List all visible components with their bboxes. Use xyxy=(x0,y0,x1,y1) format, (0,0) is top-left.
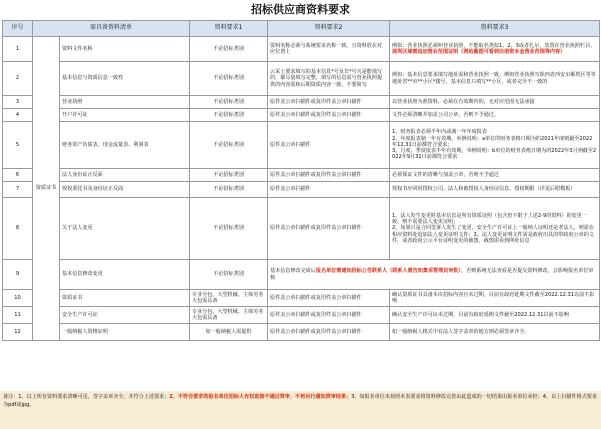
table-row xyxy=(3,169,600,182)
row-req1: 不论招标类别 xyxy=(190,169,268,182)
row-no: 11 xyxy=(3,307,33,324)
req2-text: 基本信息修改完成后 xyxy=(270,268,316,275)
row-req2: 原件盖公章扫描件或复印件盖公章扫描件 xyxy=(268,290,390,307)
row-name: 基本信息修改变更 xyxy=(60,260,190,290)
row-req3 xyxy=(390,37,600,62)
row-req3: 以营业执照为准资料，必须在有效期内的，无对应范围无法承接 xyxy=(390,96,600,109)
table-row xyxy=(3,324,600,341)
req3-highlight: 深圳区域需追加营业范围证明（网站截图可看到注册资本金营业范围等内容） xyxy=(392,49,566,55)
row-name: 安全生产许可证 xyxy=(60,307,190,324)
row-req1: 专业分包、大型机械、主体劳务大包需具备 xyxy=(190,307,268,324)
table-row xyxy=(3,182,600,198)
header-req1: 资料要求1 xyxy=(190,21,268,37)
row-no: 9 xyxy=(3,260,33,290)
row-req2: 原件盖公章扫描件或复印件盖公章扫描件 xyxy=(268,198,390,260)
row-req2: 原件盖公章扫描件 xyxy=(268,182,390,198)
table-row xyxy=(3,109,600,122)
row-name: 资质证书 xyxy=(60,290,190,307)
row-no: 7 xyxy=(3,182,33,198)
note-part3: 3、如报名单位未按照本表要求将资料修改完善由此造成的一切结果由报名单位承担；4、以上扫描件格式要求为pdf或jpg。 xyxy=(3,394,597,408)
row-name: 法人身份证正反面 xyxy=(60,169,190,182)
row-req3: 确认资质证书具备本次招标内容且未过期，目前有政府延期文件截至2022.12.31以前不影响 xyxy=(390,290,600,307)
row-req1: 不论招标类别 xyxy=(190,122,268,169)
remarks-note xyxy=(0,391,601,429)
row-req3: 确认安全生产许可证未过期，目前有政府延期文件截至2022.12.31以前不影响 xyxy=(390,307,600,324)
header-list: 需具备资料清单 xyxy=(33,21,190,37)
row-name: 开户许可证 xyxy=(60,109,190,122)
row-req2: 云采上要求填写的基本信息*号及非*号凡是能填写的，都尽量填写完整，填写的信息需与营业执照提供的内容需和后期资质内容一致，不要简写 xyxy=(268,62,390,96)
row-req1: 不论招标类别 xyxy=(190,62,268,96)
row-no: 4 xyxy=(3,109,33,122)
note-highlight: 2、不符合要求的报名单位招标人有权直接不通过资审，不再另行通知资审结果； xyxy=(169,394,352,400)
row-req2: 资料名称必须与系统要求名称一致，且资料放在对应位置上 xyxy=(268,37,390,62)
row-req2-merged xyxy=(268,260,600,290)
row-req3: 授权书应同时授权公司、法人和被授权人身份证信息，授权期限（详见后附模板） xyxy=(390,182,600,198)
row-req1: 不论招标类别 xyxy=(190,198,268,260)
row-name: 基本信息与资质信息一致性 xyxy=(60,62,190,96)
table-row xyxy=(3,290,600,307)
group-label: 资质证书 xyxy=(33,37,60,341)
row-no: 12 xyxy=(3,324,33,341)
req2-highlight: 报名单位需通知招标公告联系人（联系人需告知集采管理员审批） xyxy=(315,268,462,275)
req2-tail: ，否则系统无法查看是否提交资料修改，会影响报名单位审核 xyxy=(270,268,594,281)
table-row xyxy=(3,307,600,324)
table-row xyxy=(3,122,600,169)
row-no: 5 xyxy=(3,122,33,169)
table-row xyxy=(3,62,600,96)
row-name: 资料文件名称 xyxy=(60,37,190,62)
table-row xyxy=(3,198,600,260)
requirements-table xyxy=(2,20,600,341)
row-name: 关于法人变更 xyxy=(60,198,190,260)
row-no: 3 xyxy=(3,96,33,109)
row-req1: 不论招标类别 xyxy=(190,37,268,62)
row-req1: 不论招标类别 xyxy=(190,96,268,109)
row-req3: 文件必须清晰并加盖公司公章，否则不予通过。 xyxy=(390,109,600,122)
row-req1: 不论招标类别 xyxy=(190,260,268,290)
header-no: 序号 xyxy=(3,21,33,37)
table-row xyxy=(3,96,600,109)
table-row xyxy=(3,37,600,62)
row-name: 营业执照 xyxy=(60,96,190,109)
row-req3: 如一般纳税人格式中有法人签字盖章的地方则必须签章齐全。 xyxy=(390,324,600,341)
header-req2: 资料要求2 xyxy=(268,21,390,37)
row-req1: 不论招标类别 xyxy=(190,109,268,122)
row-no: 1 xyxy=(3,37,33,62)
row-req3: 必须保证文件的清晰与加盖公章，否则不予通过 xyxy=(390,169,600,182)
row-req3: 1、财务报表必须半年内或满一年年度报表 2、年度报表制一年有效期，举例说明：a单位的财务表格日期为的2021年度则截至2022年12.31日前都符合要求； 3、月度、季度报表半年有效期，举例说明：b单位的财务表格日期为的2022年3月则截至2022年9月31日前都符合要求 xyxy=(390,122,600,169)
note-prefix: 备注： xyxy=(3,394,19,400)
row-no: 8 xyxy=(3,198,33,260)
page-title: 招标供应商资料要求 xyxy=(251,3,350,16)
row-req2: 原件盖公章扫描件或复印件盖公章扫描件 xyxy=(268,324,390,341)
row-name: 授权委托书及身份证正反面 xyxy=(60,182,190,198)
row-req3: 1、法人发生变更时基本信息是所有资质证照（包含但不限于上述2-9的资料）的变更一致，则不需要法人变更证明； 2、如果只是合同签署人发生了变更，安全生产许可证上一般纳人证明还是老法人，则需在相应资料处追加法人变更证明文件；3、法人变更证明文件需是政府出具的带政府公章的文件，或者政府公示平台证明变更的截图，截图需看到网址信息 xyxy=(390,198,600,260)
row-req2: 原件盖公章扫描件 xyxy=(268,122,390,169)
row-req3: 例如：基本信息要求填写地址需和营业执照一致，例如营业执照写陕西省西安市雁塔区等等地址省**市**小区*楼号，基本信息只填写**小区，或者完全不一致的 xyxy=(390,62,600,96)
table-row xyxy=(3,260,600,290)
row-req1: 不论招标类别 xyxy=(190,182,268,198)
row-name: 财务资产负债表、现金流量表、利润表 xyxy=(60,122,190,169)
row-req1: 专业分包、大型机械、主体劳务大包需具备 xyxy=(190,290,268,307)
row-req2: 原件盖公章扫描件或复印件盖公章扫描件 xyxy=(268,109,390,122)
header-req3: 资料要求3 xyxy=(390,21,600,37)
table-header-row xyxy=(3,21,600,37)
req3-text: 例如：营业执照必须叫营业执照，不能取名类似1、2、3或者扎尔，放置在营业执照栏目， xyxy=(392,42,596,49)
row-no: 10 xyxy=(3,290,33,307)
row-req2: 原件盖公章扫描件或复印件盖公章扫描件 xyxy=(268,169,390,182)
row-no: 6 xyxy=(3,169,33,182)
row-name: 一般纳税人资格证明 xyxy=(60,324,190,341)
row-req2: 原件盖公章扫描件或复印件盖公章扫描件 xyxy=(268,96,390,109)
row-req2: 原件盖公章扫描件或复印件盖公章扫描件 xyxy=(268,307,390,324)
note-part1: 1、以上所有资料要求清晰可见，签字盖章齐全，并符合上述要求； xyxy=(18,394,170,400)
row-req1: 如一般纳税人需提供 xyxy=(190,324,268,341)
row-no: 2 xyxy=(3,62,33,96)
